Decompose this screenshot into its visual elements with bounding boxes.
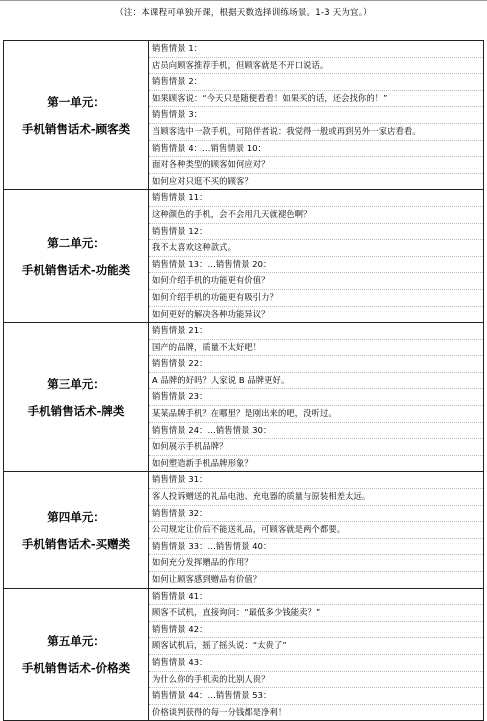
scenario-line: 销售情景 3： <box>149 106 483 123</box>
scenario-line: 如何展示手机品牌？ <box>149 438 483 455</box>
scenario-line: 如何让顾客感到赠品有价值？ <box>149 571 483 588</box>
scenario-line: 如何充分发挥赠品的作用？ <box>149 554 483 571</box>
course-note: （注：本课程可单独开课，根据天数选择训练场景。1-3 天为宜。） <box>115 8 372 18</box>
unit-scenarios-cell <box>149 41 484 190</box>
unit-title: 第二单元： <box>47 235 105 250</box>
scenario-line: 如何更好的解决各种功能异议？ <box>149 306 483 323</box>
unit-scenarios-cell <box>149 190 484 323</box>
scenario-line: 销售情景 11： <box>152 192 208 203</box>
unit-title: 第三单元： <box>47 376 105 391</box>
scenario-line: 店员向顾客推荐手机，但顾客就是不开口说话。 <box>149 57 483 74</box>
unit-scenarios-cell <box>149 588 484 721</box>
scenario-line: 如何应对只逛不买的顾客？ <box>149 173 483 190</box>
scenario-line: 销售情景 41： <box>152 590 208 601</box>
scenario-line: 销售情景 32： <box>149 505 483 522</box>
unit-subtitle: 手机销售话术-买赠类 <box>21 536 131 551</box>
scenario-line: 销售情景 33：…销售情景 40： <box>149 538 483 555</box>
scenario-line: 销售情景 42： <box>149 621 483 638</box>
scenario-line: A 品牌的好吗？人家说 B 品牌更好。 <box>149 372 483 389</box>
scenario-line: 当顾客选中一款手机，可陪伴者说：我觉得一般或再到另外一家店看看。 <box>149 123 483 140</box>
scenario-line: 销售情景 1： <box>152 43 203 53</box>
unit-heading-cell <box>4 472 149 588</box>
unit-row <box>4 472 484 588</box>
course-units-table <box>3 40 484 721</box>
scenario-line: 为什么你的手机卖的比别人贵？ <box>149 671 483 688</box>
unit-heading-cell <box>4 41 149 190</box>
unit-subtitle: 手机销售话术-价格类 <box>21 660 131 675</box>
scenario-line: 销售情景 23： <box>149 388 483 405</box>
scenario-line: 销售情景 24：…销售情景 30： <box>149 422 483 439</box>
scenario-line: 某某品牌手机？在哪里？是刚出来的吧，没听过。 <box>149 405 483 422</box>
scenario-line: 销售情景 22： <box>149 355 483 372</box>
scenario-line: 如何介绍手机的功能更有价值？ <box>149 272 483 289</box>
unit-title: 第一单元： <box>47 94 105 109</box>
unit-title: 第五单元： <box>47 633 105 648</box>
unit-scenarios-cell <box>149 323 484 472</box>
scenario-line: 销售情景 21： <box>152 325 208 336</box>
scenario-line: 销售情景 44：…销售情景 53： <box>149 687 483 704</box>
unit-row <box>4 588 484 721</box>
scenario-line: 国产的品牌，质量不太好吧！ <box>149 339 483 356</box>
unit-title: 第四单元： <box>47 509 105 524</box>
scenario-line: 销售情景 4：…销售情景 10： <box>149 140 483 157</box>
units-body <box>4 41 484 721</box>
unit-heading-cell <box>4 190 149 323</box>
scenario-line: 如何塑造新手机品牌形象？ <box>149 455 483 472</box>
scenario-line: 公司规定让价后不能送礼品，可顾客就是两个都要。 <box>149 521 483 538</box>
top-rule <box>0 0 487 3</box>
unit-scenarios-cell <box>149 472 484 588</box>
scenario-line: 如何介绍手机的功能更有吸引力？ <box>149 289 483 306</box>
scenario-line: 客人投诉赠送的礼品电池、充电器的质量与原装相差太远。 <box>149 488 483 505</box>
scenario-line: 如果顾客说：“今天只是随便看看！如果买的话，还会找你的！” <box>149 90 483 107</box>
scenario-line: 销售情景 43： <box>149 654 483 671</box>
unit-subtitle: 手机销售话术-顾客类 <box>21 121 131 136</box>
unit-heading-cell <box>4 588 149 721</box>
scenario-line: 销售情景 12： <box>149 223 483 240</box>
scenario-line: 我不太喜欢这种款式。 <box>149 239 483 256</box>
scenario-line: 顾客试机后，摇了摇头说：“太贵了” <box>149 637 483 654</box>
unit-row <box>4 323 484 472</box>
scenario-line: 顾客不试机，直接询问：“最低多少钱能卖？” <box>149 604 483 621</box>
unit-subtitle: 手机销售话术-牌类 <box>27 403 125 418</box>
scenario-line: 销售情景 31： <box>152 474 208 485</box>
unit-row <box>4 190 484 323</box>
scenario-line: 这种颜色的手机，会不会用几天就褪色啊？ <box>149 206 483 223</box>
scenario-line: 价格谈判获得的每一分钱都是净利！ <box>149 704 483 721</box>
scenario-line: 销售情景 13：…销售情景 20： <box>149 256 483 273</box>
unit-subtitle: 手机销售话术-功能类 <box>21 262 131 277</box>
scenario-line: 面对各种类型的顾客如何应对？ <box>149 156 483 173</box>
unit-heading-cell <box>4 323 149 472</box>
scenario-line: 销售情景 2： <box>149 73 483 90</box>
unit-row <box>4 41 484 190</box>
